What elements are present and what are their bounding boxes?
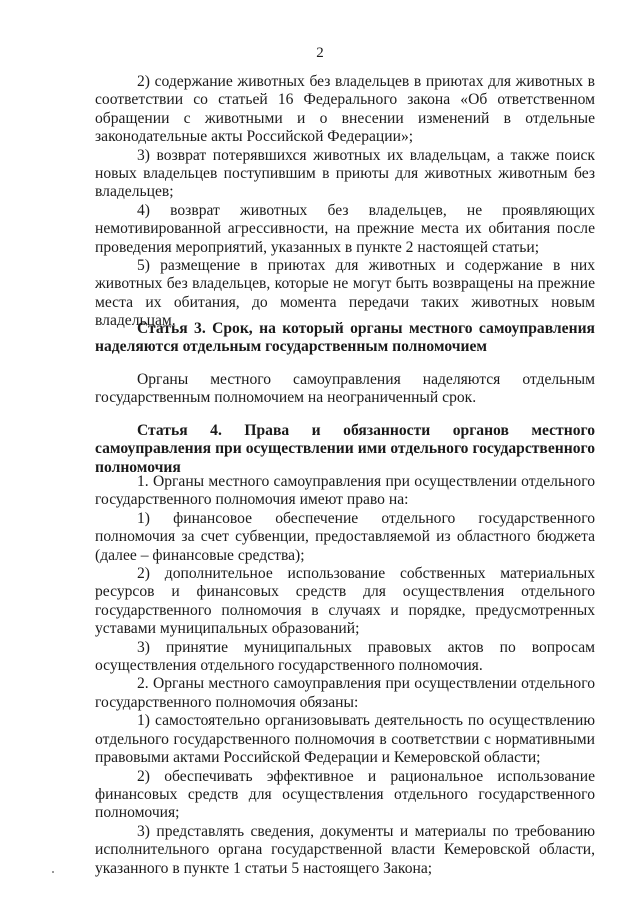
scan-speck — [52, 871, 54, 873]
article4-paragraph: 2) обеспечивать эффективное и рациональное использование финансовых средств для осуществления отдельного государственного полномочия; — [95, 767, 595, 822]
article2-item-3: 3) возврат потерявшихся животных их владельцам, а также поиск новых владельцев поступившим в приюты для животных животным без владельцев; — [95, 146, 595, 201]
page-number: 2 — [316, 45, 324, 61]
article3-section — [95, 320, 595, 357]
article4-paragraph: 3) принятие муниципальных правовых актов по вопросам осуществления отдельного государственного полномочия. — [95, 638, 595, 675]
article4-body — [95, 473, 595, 878]
article3-title: Статья 3. Срок, на который органы местного самоуправления наделяются отдельным государственным полномочием — [95, 320, 595, 356]
article4-paragraph: 3) представлять сведения, документы и материалы по требованию исполнительного органа государственной власти Кемеровской области, указанного в пункте 1 статьи 5 настоящего Закона; — [95, 822, 595, 877]
article2-items — [95, 73, 595, 331]
article4-paragraph: 1. Органы местного самоуправления при осуществлении отдельного государственного полномочия имеют право на: — [95, 473, 595, 509]
article2-item-2: 2) содержание животных без владельцев в приютах для животных в соответствии со статьей 16 Федерального закона «Об ответственном обращении с животными и о внесении изменений в отдельные законодательные акты Российской Федерации»; — [95, 73, 595, 146]
article4-paragraph: 2. Органы местного самоуправления при осуществлении отдельного государственного полномочия обязаны: — [95, 675, 595, 711]
article4-paragraph: 1) финансовое обеспечение отдельного государственного полномочия за счет субвенции, предоставляемой из областного бюджета (далее – финансовые средства); — [95, 509, 595, 564]
article3-body — [95, 371, 595, 408]
article4-paragraph: 1) самостоятельно организовывать деятельность по осуществлению отдельного государственного полномочия в соответствии с нормативными правовыми актами Российской Федерации и Кемеровской области; — [95, 712, 595, 767]
article3-text: Органы местного самоуправления наделяются отдельным государственным полномочием на неограниченный срок. — [95, 371, 595, 407]
article4-paragraph: 2) дополнительное использование собственных материальных ресурсов и финансовых средств для осуществления отдельного государственного полномочия в случаях и порядке, предусмотренных уставами муниципальных образований; — [95, 565, 595, 638]
article4-title: Статья 4. Права и обязанности органов местного самоуправления при осуществлении ими отдельного государственного полномочия — [95, 422, 595, 476]
article2-item-4: 4) возврат животных без владельцев, не проявляющих немотивированной агрессивности, на прежние места их обитания после проведения мероприятий, указанных в пункте 2 настоящей статьи; — [95, 201, 595, 256]
article2-item-5: 5) размещение в приютах для животных и содержание в них животных без владельцев, которые не могут быть возвращены на прежние места их обитания, до момента передачи таких животных новым владельцам. — [95, 257, 595, 330]
article4-section — [95, 422, 595, 477]
